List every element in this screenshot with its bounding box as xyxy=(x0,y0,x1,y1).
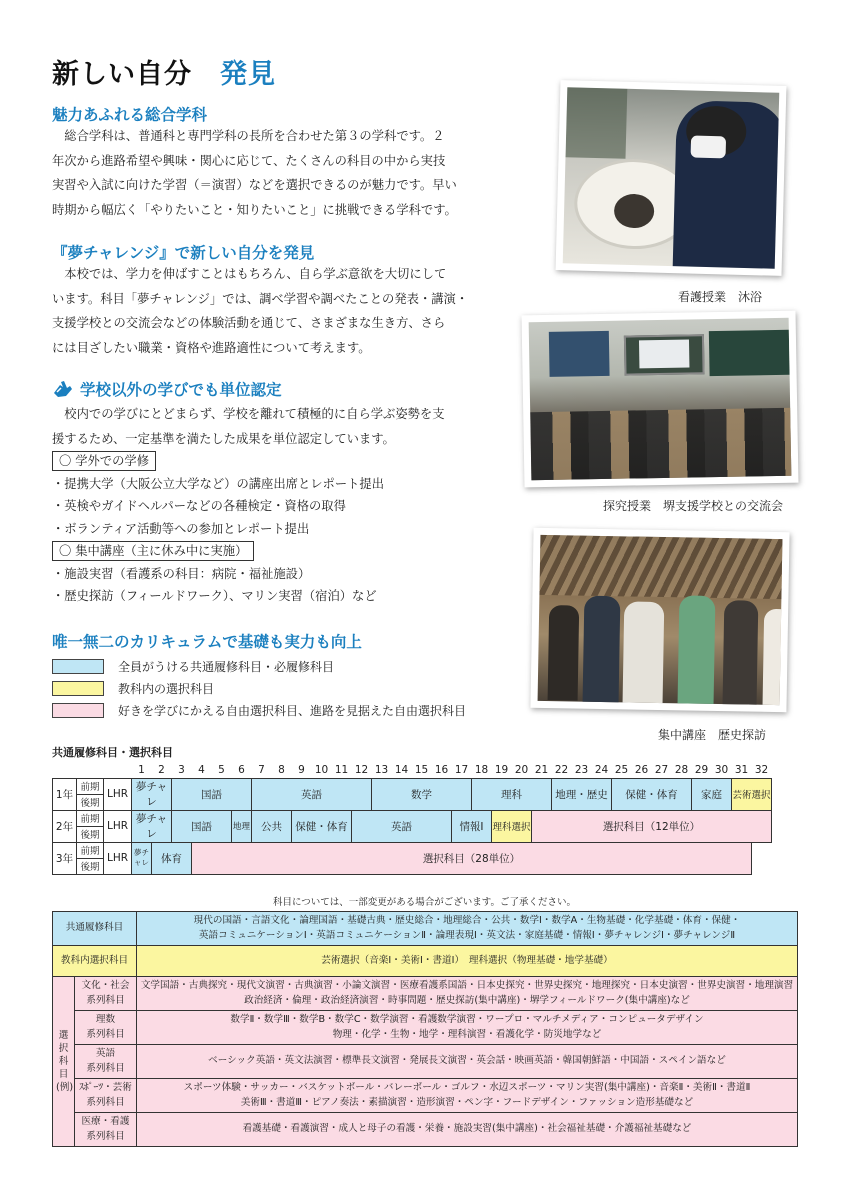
term-label: 後期 xyxy=(77,858,104,874)
catalog-content: 芸術選択（音楽Ⅰ・美術Ⅰ・書道Ⅰ） 理科選択（物理基礎・地学基礎） xyxy=(137,946,798,977)
catalog-category xyxy=(75,977,137,1011)
subject-cell: 芸術選択 xyxy=(732,778,772,810)
subject-cell: 情報Ⅰ xyxy=(452,810,492,842)
legend-swatch-free xyxy=(52,703,104,718)
lhr-label: LHR xyxy=(104,778,132,810)
schedule-table xyxy=(52,762,772,875)
term-label: 前期 xyxy=(77,810,104,826)
subject-cell: 英語 xyxy=(252,778,372,810)
subject-cell: 地理・歴史 xyxy=(552,778,612,810)
catalog-label: 教科内選択科目 xyxy=(53,946,137,977)
category-line: 文化・社会 xyxy=(81,980,130,991)
category-line: 医療・看護 xyxy=(81,1116,130,1127)
subject-cell: 夢チャレ xyxy=(132,810,172,842)
subject-cell: 地理 xyxy=(232,810,252,842)
subject-cell: 国語 xyxy=(172,810,232,842)
period-number: 2 xyxy=(152,762,172,778)
year-label: 2年 xyxy=(53,810,77,842)
catalog-row-culture xyxy=(53,977,798,1011)
photo-caption: 集中講座 歴史探訪 xyxy=(658,728,767,742)
nursing-photo-image xyxy=(563,87,780,268)
period-number: 25 xyxy=(612,762,632,778)
catalog-content xyxy=(137,1079,798,1113)
subject-cell: 英語 xyxy=(352,810,452,842)
subject-cell: 保健・体育 xyxy=(292,810,352,842)
period-number: 11 xyxy=(332,762,352,778)
legend-label: 教科内の選択科目 xyxy=(118,681,215,696)
exchange-photo-image xyxy=(529,318,792,481)
number-row xyxy=(53,762,772,778)
catalog-category xyxy=(75,1079,137,1113)
title-highlight: 発見 xyxy=(220,59,276,90)
subject-cell: 家庭 xyxy=(692,778,732,810)
catalog-line: 物理・化学・生物・地学・理科演習・看護化学・防災地学など xyxy=(332,1028,602,1040)
year-label: 3年 xyxy=(53,842,77,874)
text-line: 支援学校との交流会などの体験活動を通じて、さまざまな生き方、さら xyxy=(52,316,446,330)
catalog-category xyxy=(75,1045,137,1079)
term-label: 前期 xyxy=(77,842,104,858)
section1-heading: 魅力あふれる総合学科 xyxy=(52,106,208,124)
subject-cell: 選択科目（28単位） xyxy=(192,842,752,874)
text-line: います。科目「夢チャレンジ」では、調べ学習や調べたことの発表・講演・ xyxy=(52,291,469,306)
period-number: 21 xyxy=(532,762,552,778)
period-number: 30 xyxy=(712,762,732,778)
year1-row xyxy=(53,778,772,794)
list-item: ・提携大学（大阪公立大学など）の講座出席とレポート提出 xyxy=(52,476,385,491)
text-line: 時期から幅広く「やりたいこと・知りたいこと」に挑戦できる学科です。 xyxy=(52,202,457,217)
period-number: 16 xyxy=(432,762,452,778)
subject-cell: 公共 xyxy=(252,810,292,842)
catalog-content xyxy=(137,977,798,1011)
hand-icon xyxy=(52,379,74,399)
subject-cell: 体育 xyxy=(152,842,192,874)
category-line: 系列科目 xyxy=(86,1096,125,1108)
period-number: 20 xyxy=(512,762,532,778)
lhr-label: LHR xyxy=(104,842,132,874)
catalog-line: スポーツ体験・サッカー・バスケットボール・バレーボール・ゴルフ・水辺スポーツ・マリン実習(集中講座)・音楽Ⅱ・美術Ⅱ・書道Ⅱ xyxy=(183,1082,751,1093)
catalog-category xyxy=(75,1113,137,1147)
period-number: 12 xyxy=(352,762,372,778)
section4-heading: 唯一無二のカリキュラムで基礎も実力も向上 xyxy=(52,633,362,651)
photo-history xyxy=(530,528,789,712)
period-number: 1 xyxy=(132,762,152,778)
category-line: 理数 xyxy=(95,1014,116,1025)
period-number: 7 xyxy=(252,762,272,778)
catalog-row-inclass xyxy=(53,946,798,977)
catalog-row-science xyxy=(53,1011,798,1045)
text-line: 校内での学びにとどまらず、学校を離れて積極的に自ら学ぶ姿勢を支 xyxy=(52,407,445,421)
period-number: 29 xyxy=(692,762,712,778)
schedule-title: 共通履修科目・選択科目 xyxy=(52,746,173,759)
text-line: 年次から進路希望や興味・関心に応じて、たくさんの科目の中から実技 xyxy=(52,153,446,168)
period-number: 24 xyxy=(592,762,612,778)
lhr-label: LHR xyxy=(104,810,132,842)
section3-heading xyxy=(52,378,282,400)
period-number: 32 xyxy=(752,762,772,778)
period-number: 10 xyxy=(312,762,332,778)
photo-caption: 看護授業 沐浴 xyxy=(678,290,763,304)
period-number: 22 xyxy=(552,762,572,778)
section3-heading-text: 学校以外の学びでも単位認定 xyxy=(80,381,282,399)
photo-caption: 探究授業 堺支援学校との交流会 xyxy=(603,499,784,513)
section2-body xyxy=(52,262,492,360)
subject-cell: 夢チャレ xyxy=(132,842,152,874)
period-number: 4 xyxy=(192,762,212,778)
period-number: 6 xyxy=(232,762,252,778)
year-label: 1年 xyxy=(53,778,77,810)
list-item: ・ボランティア活動等への参加とレポート提出 xyxy=(52,521,310,536)
catalog-line: 数学Ⅱ・数学Ⅲ・数学B・数学C・数学演習・看護数学演習・ワープロ・マルチメディア・コンピュータデザイン xyxy=(230,1014,704,1025)
legend-item xyxy=(52,699,466,721)
photo-nursing xyxy=(556,80,787,276)
period-number: 28 xyxy=(672,762,692,778)
period-number: 23 xyxy=(572,762,592,778)
subject-cell: 理科 xyxy=(472,778,552,810)
section3-body xyxy=(52,402,492,451)
category-line: 系列科目 xyxy=(86,1028,125,1040)
subject-catalog-table xyxy=(52,911,798,1147)
section2-heading: 『夢チャレンジ』で新しい自分を発見 xyxy=(52,244,315,262)
subject-cell: 夢チャレ xyxy=(132,778,172,810)
year3-row xyxy=(53,842,772,858)
legend-label: 好きを学びにかえる自由選択科目、進路を見据えた自由選択科目 xyxy=(118,703,467,718)
period-number: 3 xyxy=(172,762,192,778)
period-number: 18 xyxy=(472,762,492,778)
period-number: 5 xyxy=(212,762,232,778)
category-line: 系列科目 xyxy=(86,1130,125,1142)
period-number: 13 xyxy=(372,762,392,778)
text-line: 本校では、学力を伸ばすことはもちろん、自ら学ぶ意欲を大切にして xyxy=(52,267,447,281)
term-label: 後期 xyxy=(77,794,104,810)
catalog-row-medical xyxy=(53,1113,798,1147)
list-item: ・歴史探訪（フィールドワーク）、マリン実習（宿泊）など xyxy=(52,589,377,603)
catalog-label: 共通履修科目 xyxy=(53,912,137,946)
elective-label: 選択 科目 (例) xyxy=(53,977,75,1147)
period-number: 15 xyxy=(412,762,432,778)
category-line: ｽﾎﾟｰﾂ・芸術 xyxy=(79,1082,132,1093)
subject-cell: 保健・体育 xyxy=(612,778,692,810)
catalog-line: ベーシック英語・英文法演習・標準長文演習・発展長文演習・英会話・映画英語・韓国朝鮮語・中国語・スペイン語など xyxy=(208,1055,726,1067)
history-photo-image xyxy=(538,535,783,705)
legend-item xyxy=(52,677,466,699)
category-line: 英語 xyxy=(95,1048,116,1059)
period-number: 9 xyxy=(292,762,312,778)
photo-exchange xyxy=(522,311,799,488)
list-item: ・英検やガイドヘルパーなどの各種検定・資格の取得 xyxy=(52,499,346,513)
period-number: 26 xyxy=(632,762,652,778)
catalog-line: 英語コミュニケーションⅠ・英語コミュニケーションⅡ・論理表現Ⅰ・英文法・家庭基礎・情報Ⅰ・夢チャレンジⅠ・夢チャレンジⅡ xyxy=(198,929,736,941)
period-number: 27 xyxy=(652,762,672,778)
subject-cell: 数学 xyxy=(372,778,472,810)
catalog-line: 看護基礎・看護演習・成人と母子の看護・栄養・施設実習(集中講座)・社会福祉基礎・介護福祉基礎など xyxy=(242,1123,692,1135)
list-item: ・施設実習（看護系の科目：病院・福祉施設） xyxy=(52,566,311,581)
catalog-content xyxy=(137,1045,798,1079)
year2-row xyxy=(53,810,772,826)
category-line: 系列科目 xyxy=(86,994,125,1006)
legend-swatch-common xyxy=(52,659,104,674)
catalog-line: 政治経済・倫理・政治経済演習・時事問題・歴史探訪(集中講座)・堺学フィールドワーク(集中講座)など xyxy=(244,994,690,1006)
term-label: 後期 xyxy=(77,826,104,842)
section1-body xyxy=(52,124,492,222)
term-label: 前期 xyxy=(77,778,104,794)
period-number: 17 xyxy=(452,762,472,778)
period-number: 19 xyxy=(492,762,512,778)
subject-cell: 選択科目（12単位） xyxy=(532,810,772,842)
catalog-content xyxy=(137,1113,798,1147)
page-title xyxy=(52,52,276,91)
text-line: 総合学科は、普通科と専門学科の長所を合わせた第３の学科です。２ xyxy=(52,129,445,143)
text-line: 実習や入試に向けた学習（＝演習）などを選択できるのが魅力です。早い xyxy=(52,178,457,192)
intensive-course-box: 〇 集中講座（主に休み中に実施） xyxy=(52,541,254,561)
category-line: 系列科目 xyxy=(86,1062,125,1074)
period-number: 8 xyxy=(272,762,292,778)
text-line: 援するため、一定基準を満たした成果を単位認定しています。 xyxy=(52,431,395,446)
catalog-row-english xyxy=(53,1045,798,1079)
legend xyxy=(52,655,466,721)
catalog-row-sports-arts xyxy=(53,1079,798,1113)
outside-study-box: 〇 学外での学修 xyxy=(52,451,156,471)
catalog-line: 美術Ⅲ・書道Ⅲ・ピアノ奏法・素描演習・造形演習・ペン字・フードデザイン・ファッション造形基礎など xyxy=(240,1096,694,1108)
legend-item xyxy=(52,655,466,677)
change-note: 科目については、一部変更がある場合がございます。ご了承ください。 xyxy=(272,897,577,908)
legend-label: 全員がうける共通履修科目・必履修科目 xyxy=(118,659,335,674)
catalog-content xyxy=(137,912,798,946)
catalog-category xyxy=(75,1011,137,1045)
text-line: には目ざしたい職業・資格や進路適性について考えます。 xyxy=(52,340,371,355)
period-number: 14 xyxy=(392,762,412,778)
catalog-content xyxy=(137,1011,798,1045)
catalog-line: 文学国語・古典探究・現代文演習・古典演習・小論文演習・医療看護系国語・日本史探究・世界史探究・地理探究・日本史演習・世界史演習・地理演習 xyxy=(140,980,794,991)
title-main: 新しい自分 xyxy=(52,59,192,90)
legend-swatch-select xyxy=(52,681,104,696)
catalog-line: 現代の国語・言語文化・論理国語・基礎古典・歴史総合・地理総合・公共・数学Ⅰ・数学A・生物基礎・化学基礎・体育・保健・ xyxy=(193,915,741,926)
catalog-row-common xyxy=(53,912,798,946)
subject-cell: 理科選択 xyxy=(492,810,532,842)
period-number: 31 xyxy=(732,762,752,778)
subject-cell: 国語 xyxy=(172,778,252,810)
section3-lists xyxy=(52,450,512,608)
